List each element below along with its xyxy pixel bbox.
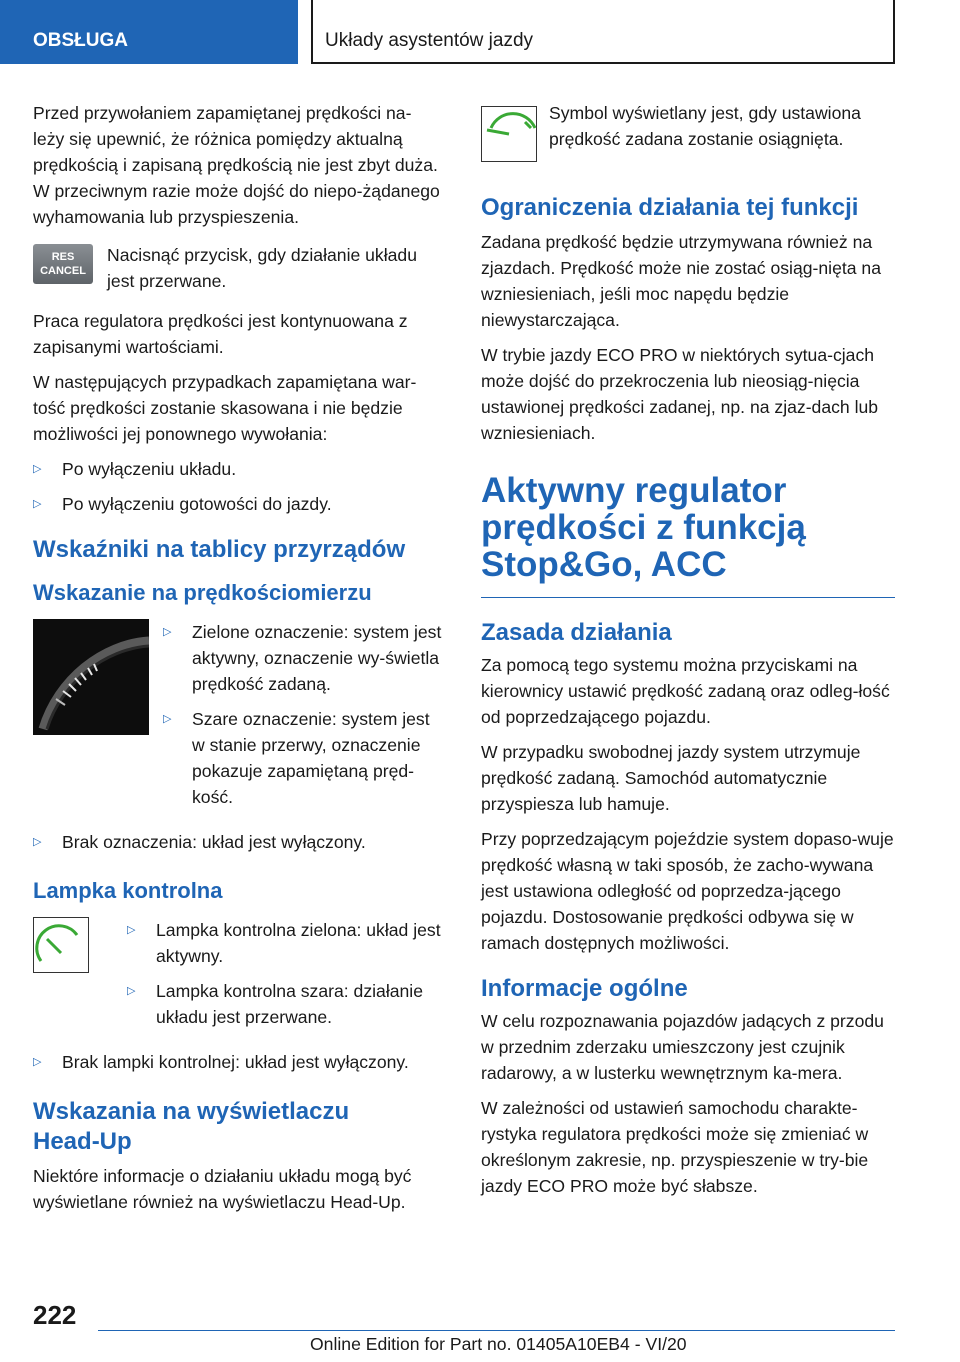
- paragraph: Praca regulatora prędkości jest kontynuowana z zapisanymi wartościami.: [33, 311, 408, 357]
- speedometer-dial-icon: [33, 619, 149, 735]
- set-speed-symbol-text: Symbol wyświetlany jest, gdy ustawiona prędkość zadana zostanie osiągnięta.: [549, 103, 861, 149]
- res-cancel-button-icon: [33, 244, 93, 284]
- triangle-right-icon: ▷: [33, 498, 42, 510]
- list-item-text: Po wyłączeniu układu.: [62, 459, 237, 479]
- triangle-right-icon: ▷: [33, 1056, 42, 1068]
- section-tab: OBSŁUGA: [0, 0, 298, 64]
- control-lamp-list: [99, 917, 445, 1039]
- list-item-text: Po wyłączeniu gotowości do jazdy.: [62, 494, 332, 514]
- triangle-right-icon: ▷: [163, 626, 172, 638]
- list-item: [127, 917, 445, 969]
- paragraph: W celu rozpoznawania pojazdów jadących z przodu w przednim zderzaku umieszczony jest czujnik radarowy, a w lusterku wewnętrznym ka-mera.: [481, 1011, 884, 1083]
- edition-note: Online Edition for Part no. 01405A10EB4 - VI/20: [310, 1334, 687, 1354]
- list-item: [163, 619, 445, 697]
- triangle-right-icon: ▷: [163, 713, 172, 725]
- control-lamp-image: [33, 917, 89, 978]
- list-item: [163, 706, 445, 810]
- list-item: [33, 829, 445, 855]
- paragraph: Niektóre informacje o działaniu układu mogą być wyświetlane również na wyświetlaczu Head-Up.: [33, 1166, 412, 1212]
- list-item-text: Brak lampki kontrolnej: układ jest wyłączony.: [62, 1052, 409, 1072]
- set-speed-symbol-image: [481, 106, 537, 167]
- paragraph: Przy poprzedzającym pojeździe system dopaso-wuje prędkość własną w taki sposób, że zacho-wywana jest ustawiona odległość od poprzedza-jącego pojazdu. Dostosowanie prędkości odbywa się w ramach dostępnych możliwości.: [481, 829, 894, 953]
- list-item-text: Lampka kontrolna zielona: układ jest aktywny.: [156, 920, 441, 966]
- speedometer-image: [33, 619, 149, 735]
- footer-divider: [98, 1330, 895, 1331]
- paragraph: W następujących przypadkach zapamiętana war-tość prędkości zostanie skasowana i nie będzie możliwości jej ponownego wywołania:: [33, 372, 417, 444]
- set-speed-symbol-row: [481, 100, 895, 167]
- speedometer-lamp-icon: [481, 106, 537, 162]
- heading-acc: Aktywny regulator prędkości z funkcją Stop&Go, ACC: [481, 471, 806, 584]
- list-item: [33, 491, 445, 517]
- page-header-title: Układy asystentów jazdy: [311, 0, 895, 64]
- paragraph: W przypadku swobodnej jazdy system utrzymuje prędkość zadaną. Samochód automatycznie przyspiesza lub hamuje.: [481, 742, 861, 814]
- list-item-text: Brak oznaczenia: układ jest wyłączony.: [62, 832, 366, 852]
- heading-indicators: Wskaźniki na tablicy przyrządów: [33, 536, 406, 563]
- paragraph: W trybie jazdy ECO PRO w niektórych sytua-cjach może dojść do przekroczenia lub nieosiąg-nięcia ustawionej prędkości zadanej, np. na zjaz-dach lub wzniesieniach.: [481, 345, 879, 443]
- speedometer-list: [163, 619, 445, 819]
- triangle-right-icon: ▷: [33, 463, 42, 475]
- paragraph: W zależności od ustawień samochodu charakte-rystyka regulatora prędkości może się zmieniać w określonym zakresie, np. przyspieszenie w try-bie jazdy ECO PRO może być słabsze.: [481, 1098, 869, 1196]
- cancel-label: CANCEL: [40, 265, 86, 277]
- list-item: [127, 978, 445, 1030]
- right-column: [481, 100, 895, 1208]
- heading-general: Informacje ogólne: [481, 975, 688, 1002]
- left-column: [33, 100, 445, 1224]
- speedometer-row: [33, 619, 445, 819]
- heading-principle: Zasada działania: [481, 619, 672, 646]
- triangle-right-icon: ▷: [33, 836, 42, 848]
- res-label: RES: [51, 251, 75, 263]
- list-item-text: Szare oznaczenie: system jest w stanie przerwy, oznaczenie pokazuje zapamiętaną pręd-kość.: [192, 709, 430, 807]
- list-item: [33, 1049, 445, 1075]
- heading-control-lamp: Lampka kontrolna: [33, 878, 223, 903]
- paragraph: Zadana prędkość będzie utrzymywana również na zjazdach. Prędkość może nie zostać osiąg-nięta na wzniesieniach, jeśli moc napędu będzie niewystarczająca.: [481, 232, 881, 330]
- list-item: [33, 456, 445, 482]
- res-cancel-row: [33, 244, 445, 294]
- list-item-text: Zielone oznaczenie: system jest aktywny, oznaczenie wy-świetla prędkość zadaną.: [192, 622, 442, 694]
- triangle-right-icon: ▷: [127, 924, 136, 936]
- paragraph: Za pomocą tego systemu można przyciskami na kierownicy ustawić prędkość zadaną oraz odleg-łość od poprzedzającego pojazdu.: [481, 655, 890, 727]
- heading-speedometer: Wskazanie na prędkościomierzu: [33, 580, 372, 605]
- triangle-right-icon: ▷: [127, 985, 136, 997]
- res-cancel-text: Nacisnąć przycisk, gdy działanie układu jest przerwane.: [107, 245, 417, 291]
- paragraph: Przed przywołaniem zapamiętanej prędkości na-leży się upewnić, że różnica pomiędzy aktualną prędkością i zapisaną prędkością nie jest zbyt duża. W przeciwnym razie może dojść do niepo-żądanego wyhamowania lub przyspieszenia.: [33, 103, 440, 227]
- divider: [481, 597, 895, 598]
- speedometer-lamp-icon: [33, 917, 89, 973]
- heading-head-up: Wskazania na wyświetlaczu Head-Up: [33, 1098, 350, 1155]
- page-number: 222: [33, 1300, 77, 1330]
- list-item-text: Lampka kontrolna szara: działanie układu jest przerwane.: [156, 981, 423, 1027]
- heading-limits: Ograniczenia działania tej funkcji: [481, 194, 859, 221]
- control-lamp-row: [33, 917, 445, 1039]
